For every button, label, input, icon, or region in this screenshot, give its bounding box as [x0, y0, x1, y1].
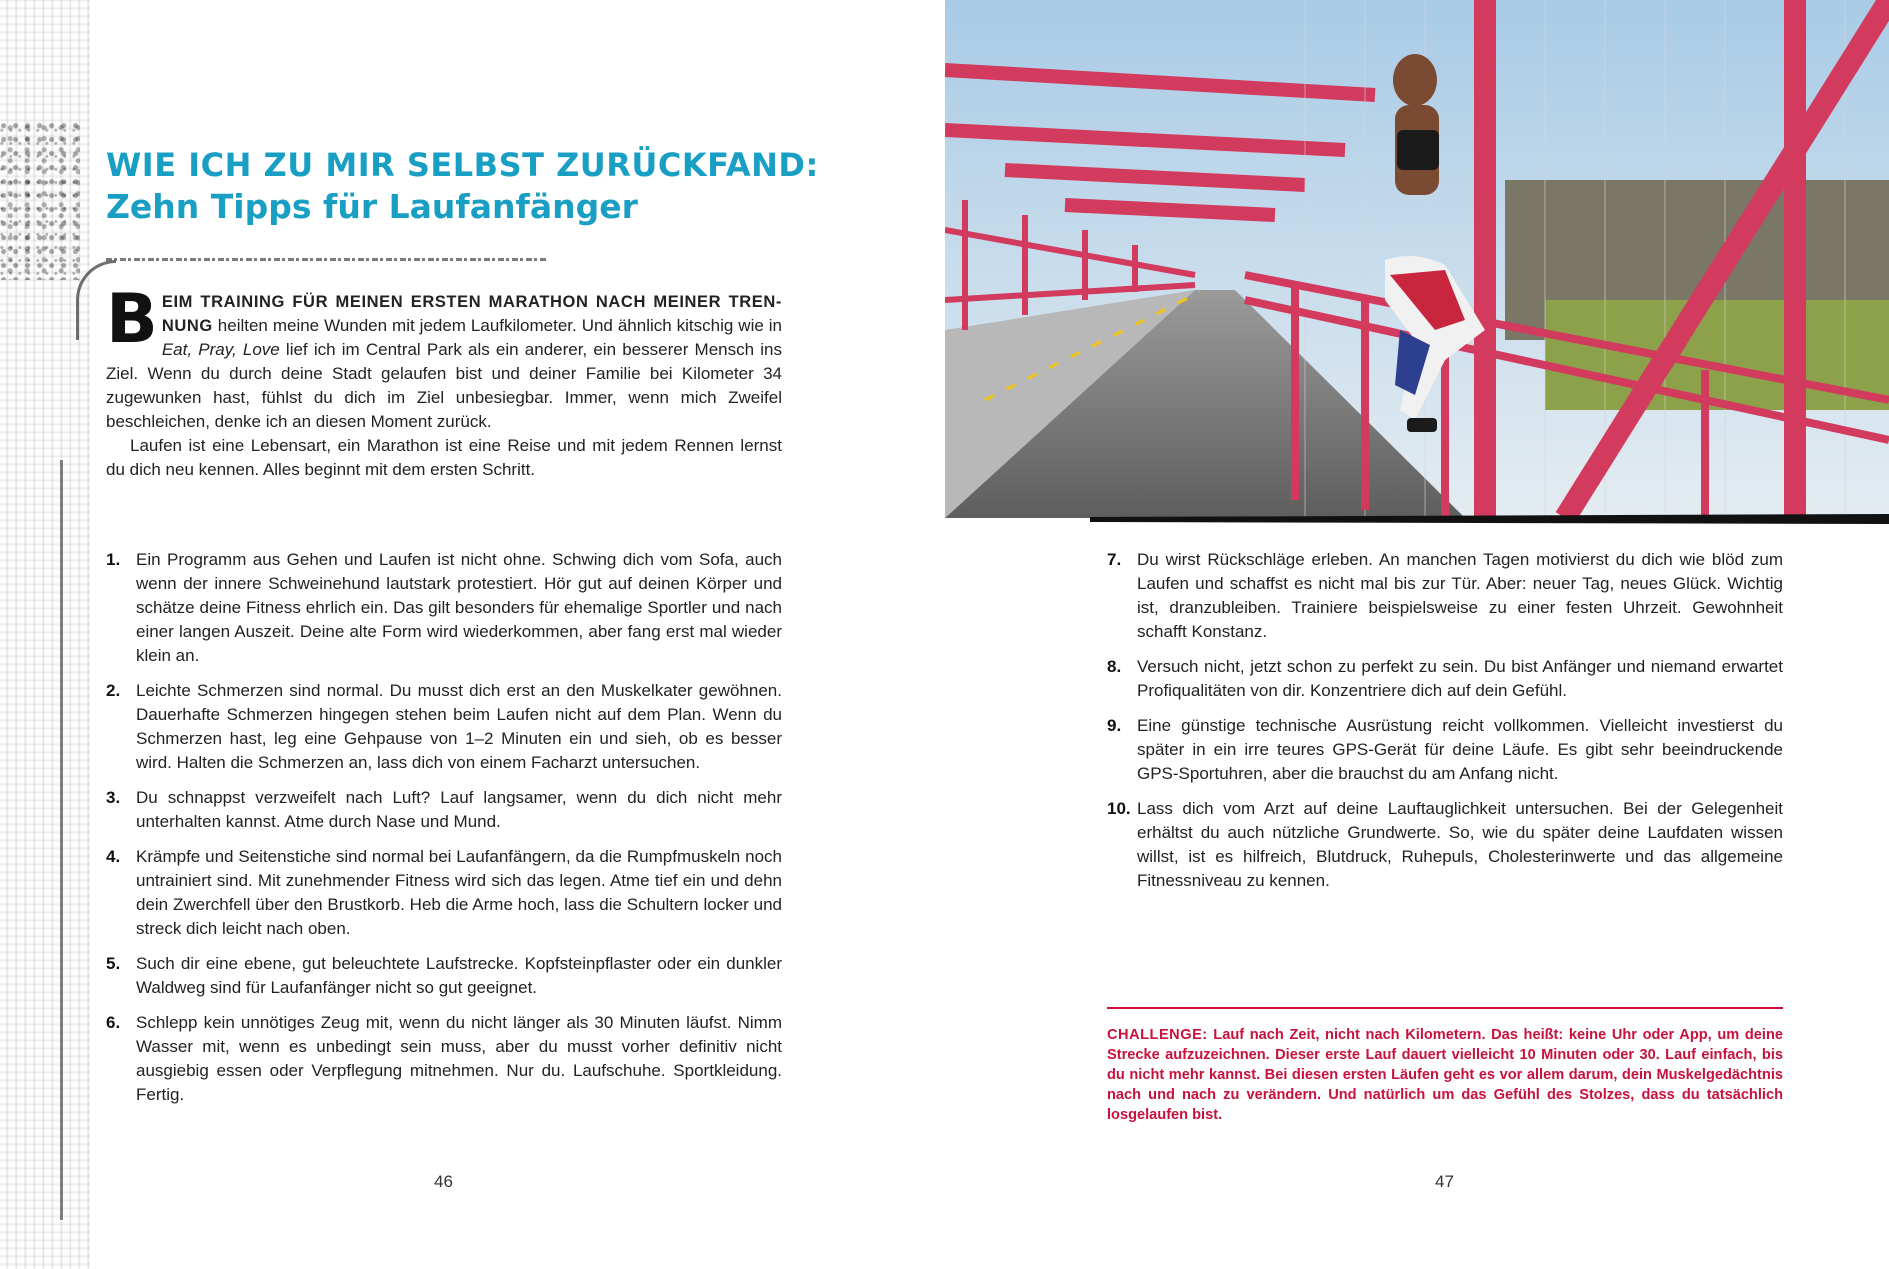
intro-paragraph-1 [106, 280, 782, 434]
tip-number: 1. [106, 550, 121, 569]
tip-number: 4. [106, 847, 121, 866]
tips-list-left [106, 548, 782, 1118]
page-number-left: 46 [434, 1172, 453, 1191]
chapter-subtitle: Zehn Tipps für Laufanfänger [106, 187, 638, 226]
tip-item [1107, 714, 1783, 786]
challenge-divider [1107, 1007, 1783, 1009]
tip-text: Eine günstige technische Ausrüstung reicht vollkommen. Vielleicht investierst du später in ein irre teures GPS-Gerät für deine Läufe. Es gibt sehr beeindruckende GPS-Sportuhren, aber die brauchst du am Anfang nicht. [1137, 716, 1783, 783]
bridge-runner-photo [945, 0, 1889, 518]
chapter-title: WIE ICH ZU MIR SELBST ZURÜCKFAND: [106, 146, 819, 184]
challenge-text: Lauf nach Zeit, nicht nach Kilometern. Das heißt: keine Uhr oder App, um deine Strecke aufzuzeichnen. Dieser erste Lauf dauert vielleicht 10 Minuten oder 30. Lauf einfach, bis du nicht mehr kannst. Bei diesen ersten Läufen geht es vor allem darum, dein Muskelgedächtnis nach und nach zu verändern. Und natürlich um das Gefühl des Stolzes, dass du tatsächlich losgelaufen bist. [1107, 1027, 1783, 1123]
intro-text [106, 280, 782, 482]
intro-caps-lead: EIM TRAINING FÜR MEINEN ERSTEN MARATHON NACH MEINER TREN-NUNG [161, 293, 782, 335]
tip-item [106, 548, 782, 668]
tip-number: 7. [1107, 550, 1122, 569]
left-page [0, 0, 944, 1269]
tip-item [106, 952, 782, 1000]
challenge-box [1107, 1025, 1783, 1125]
photo-illustration [945, 0, 1889, 518]
tip-text: Krämpfe und Seitenstiche sind normal bei Laufanfängern, da die Rumpfmuskeln noch untrainiert sind. Mit zunehmender Fitness wird sich das legen. Atme tief ein und dehn dein Zwerchfell über den Brustkorb. Heb die Arme hoch, lass die Schultern locker und streck dich leicht nach oben. [136, 847, 782, 938]
tip-item [1107, 548, 1783, 644]
tip-number: 5. [106, 954, 121, 973]
tip-number: 9. [1107, 716, 1122, 735]
tips-list-right [1107, 548, 1783, 904]
tip-item [106, 786, 782, 834]
tip-number: 2. [106, 681, 121, 700]
intro-paragraph-2: Laufen ist eine Lebensart, ein Marathon ist eine Reise und mit jedem Rennen lernst du dich neu kennen. Alles beginnt mit dem ersten Schritt. [106, 436, 782, 479]
grunge-spots [0, 120, 80, 280]
tip-text: Du schnappst verzweifelt nach Luft? Lauf langsamer, wenn du dich nicht mehr unterhalten kannst. Atme durch Nase und Mund. [136, 788, 782, 831]
tip-text: Versuch nicht, jetzt schon zu perfekt zu sein. Du bist Anfänger und niemand erwartet Profiqualitäten von dir. Konzentriere dich auf dein Gefühl. [1137, 657, 1783, 700]
tip-item [106, 1011, 782, 1107]
intro-text-part-2: lief ich im Central Park als ein anderer, ein besserer Mensch ins Ziel. Wenn du durch deine Stadt gelaufen bist und deiner Familie bei Kilometer 34 zugewunken hast, fühlst du dich im Ziel unbesiegbar. Immer, wenn mich Zweifel beschleichen, denke ich an diesen Moment zurück. [106, 340, 782, 431]
tip-number: 10. [1107, 799, 1131, 818]
intro-text-part-1: heilten meine Wunden mit jedem Laufkilometer. Und ähnlich kitschig wie in [212, 316, 782, 335]
intro-italic-title: Eat, Pray, Love [161, 340, 280, 359]
tip-text: Du wirst Rückschläge erleben. An manchen Tagen motivierst du dich wie blöd zum Laufen und schaffst es nicht mal bis zur Tür. Aber: neuer Tag, neues Glück. Wichtig ist, dranzubleiben. Trainiere beispielsweise zu einer festen Uhrzeit. Gewohnheit schafft Konstanz. [1137, 550, 1783, 641]
challenge-label: CHALLENGE: [1107, 1027, 1208, 1043]
tip-text: Such dir eine ebene, gut beleuchtete Laufstrecke. Kopfsteinpflaster oder ein dunkler Waldweg sind für Laufanfänger nicht so gut geeignet. [136, 954, 782, 997]
tip-text: Lass dich vom Arzt auf deine Lauftauglichkeit untersuchen. Bei der Gelegenheit erhältst du auch nützliche Grundwerte. So, wie du später deine Laufdaten wissen willst, ist es hilfreich, Blutdruck, Ruhepuls, Cholesterinwerte und das allgemeine Fitnessniveau zu kennen. [1137, 799, 1783, 890]
tip-item [1107, 655, 1783, 703]
grunge-edge-line [60, 460, 63, 1220]
tip-text: Leichte Schmerzen sind normal. Du musst dich erst an den Muskelkater gewöhnen. Dauerhafte Schmerzen hingegen stehen beim Laufen nicht auf dem Plan. Wenn du Schmerzen hast, leg eine Gehpause von 1–2 Minuten ein und sieh, ob es besser wird. Halten die Schmerzen an, lass dich von einem Facharzt untersuchen. [136, 681, 782, 772]
tip-item [1107, 797, 1783, 893]
tip-text: Schlepp kein unnötiges Zeug mit, wenn du nicht länger als 30 Minuten läufst. Nimm Wasser mit, wenn es unbedingt sein muss, aber du musst vorher definitiv nicht ausgiebig essen oder Verpflegung mitnehmen. Nur du. Laufschuhe. Sportkleidung. Fertig. [136, 1013, 782, 1104]
tip-number: 3. [106, 788, 121, 807]
tip-number: 8. [1107, 657, 1122, 676]
page-number-right: 47 [1435, 1172, 1454, 1191]
tip-item [106, 845, 782, 941]
tip-item [106, 679, 782, 775]
tip-number: 6. [106, 1013, 121, 1032]
decorative-rule [106, 258, 546, 261]
tip-text: Ein Programm aus Gehen und Laufen ist nicht ohne. Schwing dich vom Sofa, auch wenn der innere Schweinehund lautstark protestiert. Hör gut auf deinen Körper und schätze deine Fitness ehrlich ein. Das gilt besonders für ehemalige Sportler und nach einer langen Auszeit. Deine alte Form wird wiederkommen, aber fang erst mal wieder klein an. [136, 550, 782, 665]
drop-cap: B [106, 280, 158, 359]
